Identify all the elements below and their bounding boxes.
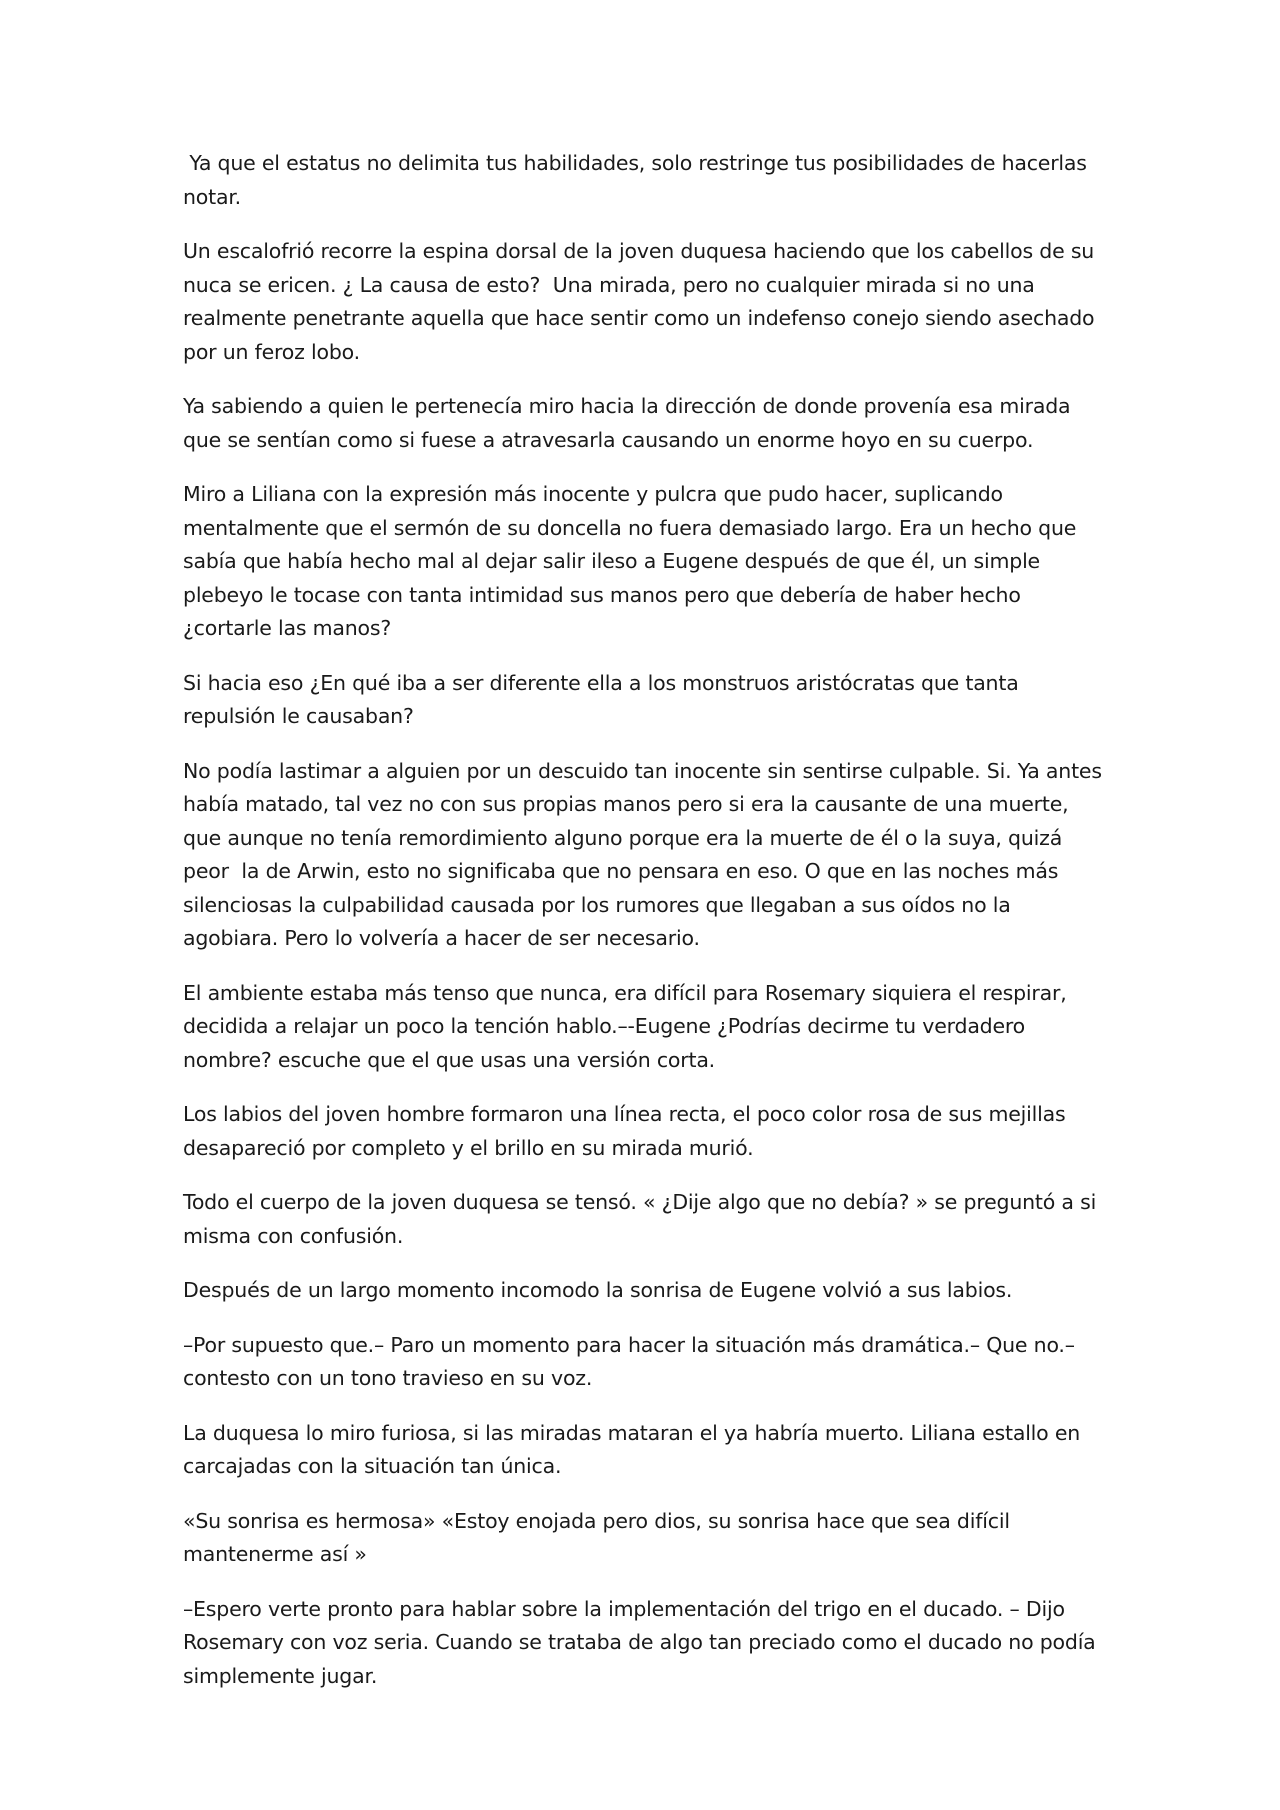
paragraph: El ambiente estaba más tenso que nunca, era difícil para Rosemary siquiera el respirar, decidida a relajar un poco la tención hablo.–-Eugene ¿Podrías decirme tu verdadero nombre? escuche que el que usas una versión corta. bbox=[183, 980, 1073, 1072]
paragraph: Ya que el estatus no delimita tus habilidades, solo restringe tus posibilidades de hacerlas notar. bbox=[183, 151, 1094, 209]
paragraph: Si hacia eso ¿En qué iba a ser diferente ella a los monstruos aristócratas que tanta repulsión le causaban? bbox=[183, 670, 1025, 728]
paragraph: Todo el cuerpo de la joven duquesa se tensó. « ¿Dije algo que no debía? » se preguntó a si misma con confusión. bbox=[183, 1190, 1103, 1248]
document-body bbox=[183, 147, 1109, 1714]
paragraph: No podía lastimar a alguien por un descuido tan inocente sin sentirse culpable. Si. Ya antes había matado, tal vez no con sus propias manos pero si era la causante de una muerte, que aunque no tenía remordimiento alguno porque era la muerte de él o la suya, quizá peor la de Arwin, esto no significaba que no pensara en eso. O que en las noches más silenciosas la culpabilidad causada por los rumores que llegaban a sus oídos no la agobiara. Pero lo volvería a hacer de ser necesario. bbox=[183, 758, 1109, 950]
paragraph: «Su sonrisa es hermosa» «Estoy enojada pero dios, su sonrisa hace que sea difícil mantenerme así » bbox=[183, 1508, 1017, 1566]
paragraph: Los labios del joven hombre formaron una línea recta, el poco color rosa de sus mejillas desapareció por completo y el brillo en su mirada murió. bbox=[183, 1102, 1072, 1160]
paragraph: –Espero verte pronto para hablar sobre la implementación del trigo en el ducado. – Dijo Rosemary con voz seria. Cuando se trataba de algo tan preciado como el ducado no podía simplemente jugar. bbox=[183, 1596, 1102, 1688]
paragraph: Miro a Liliana con la expresión más inocente y pulcra que pudo hacer, suplicando mentalmente que el sermón de su doncella no fuera demasiado largo. Era un hecho que sabía que había hecho mal al dejar salir ileso a Eugene después de que él, un simple plebeyo le tocase con tanta intimidad sus manos pero que debería de haber hecho ¿cortarle las manos? bbox=[183, 482, 1083, 640]
paragraph: –Por supuesto que.– Paro un momento para hacer la situación más dramática.– Que no.– contesto con un tono travieso en su voz. bbox=[183, 1332, 1082, 1390]
paragraph: Ya sabiendo a quien le pertenecía miro hacia la dirección de donde provenía esa mirada que se sentían como si fuese a atravesarla causando un enorme hoyo en su cuerpo. bbox=[183, 394, 1077, 452]
paragraph: La duquesa lo miro furiosa, si las miradas mataran el ya habría muerto. Liliana estallo en carcajadas con la situación tan única. bbox=[183, 1420, 1087, 1478]
paragraph: Después de un largo momento incomodo la sonrisa de Eugene volvió a sus labios. bbox=[183, 1278, 1013, 1302]
paragraph: Un escalofrió recorre la espina dorsal de la joven duquesa haciendo que los cabellos de su nuca se ericen. ¿ La causa de esto? Una mirada, pero no cualquier mirada si no una realmente penetrante aquella que hace sentir como un indefenso conejo siendo asechado por un feroz lobo. bbox=[183, 239, 1101, 364]
